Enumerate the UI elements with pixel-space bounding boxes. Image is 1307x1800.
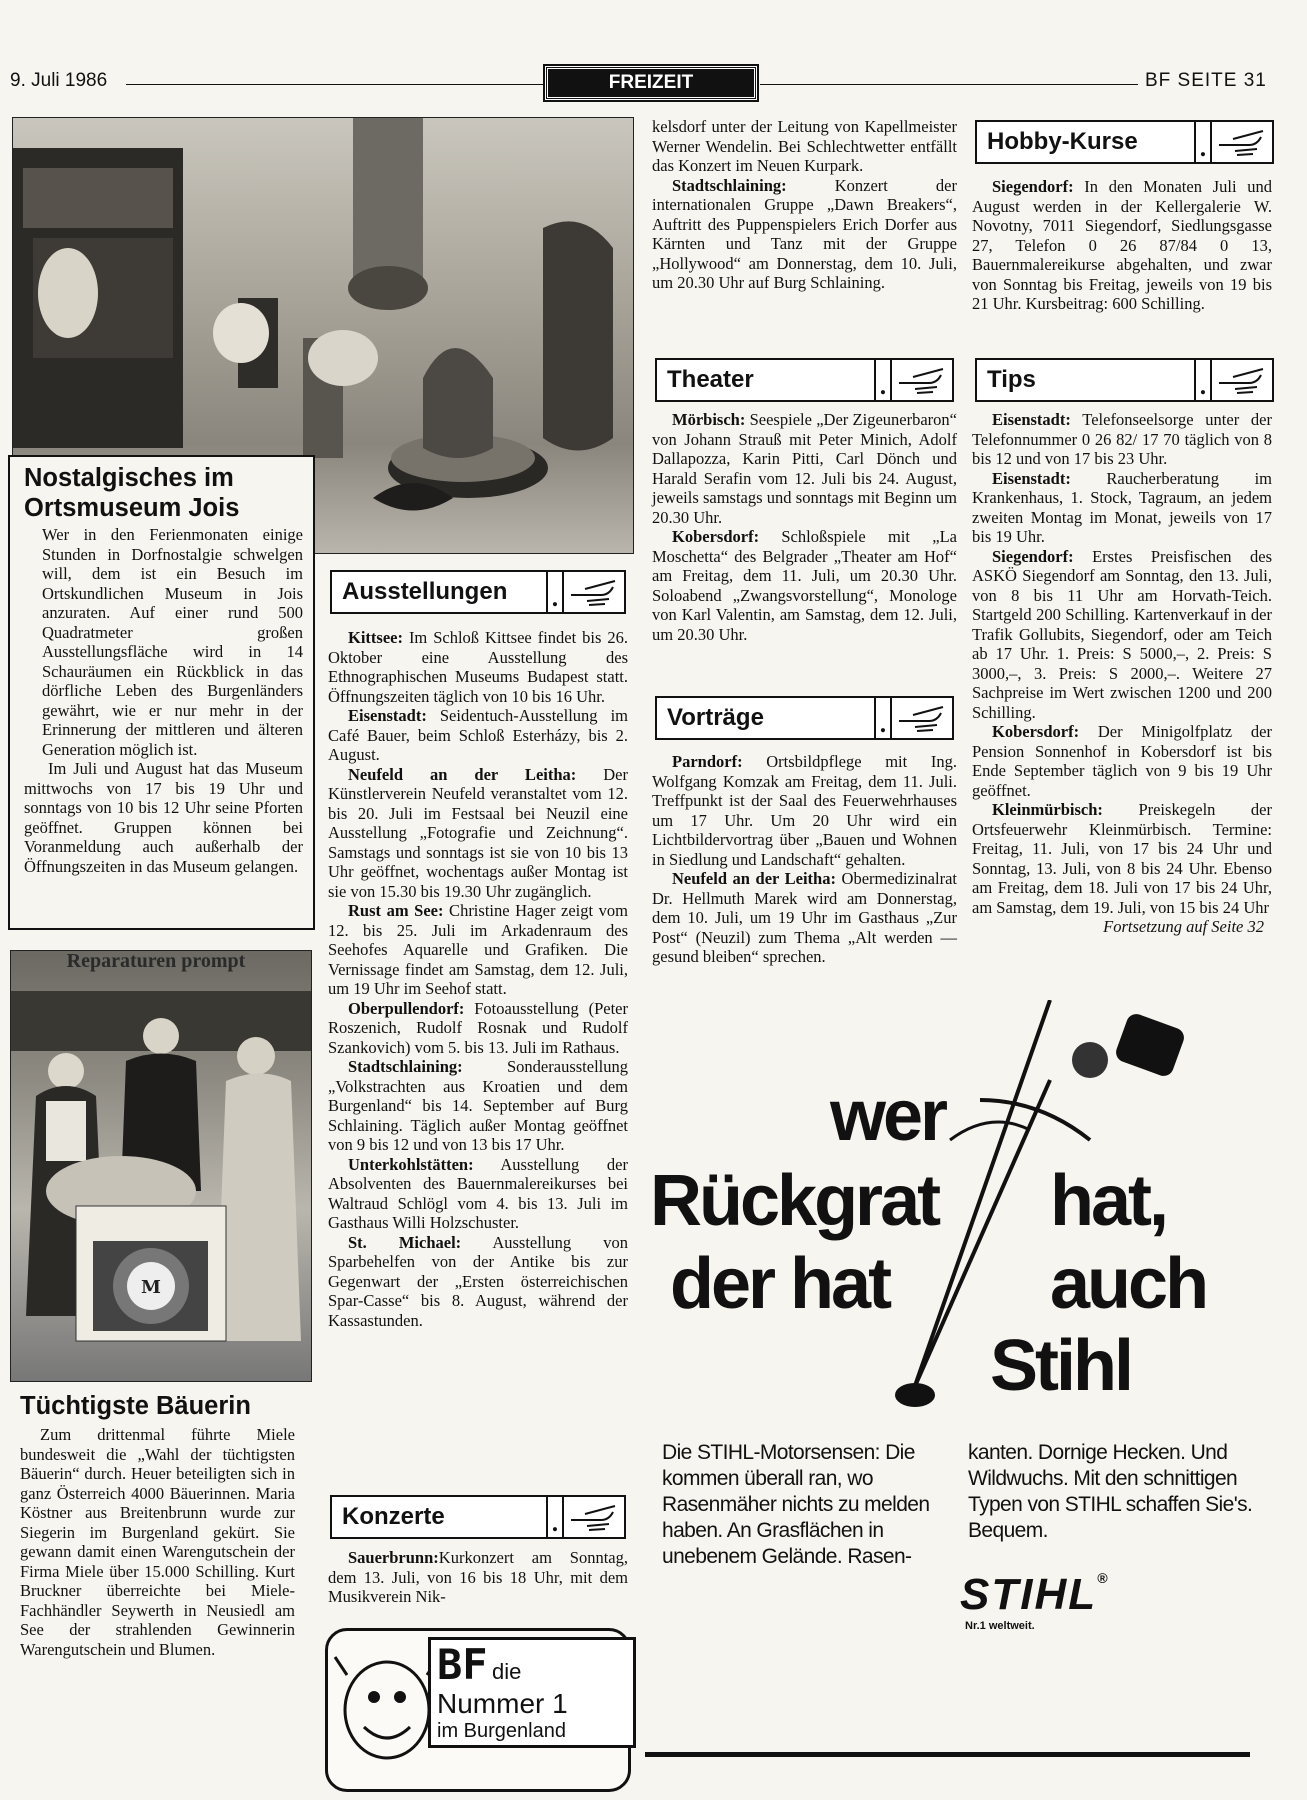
ausstellungen-header [330,570,626,614]
stihl-ad [650,1000,1270,1760]
section-title-text: FREIZEIT [608,72,694,93]
bf-badge [325,1628,631,1792]
vortraege-label: Vorträge [657,698,876,738]
theater-list [652,410,957,644]
header-dot: . [876,360,892,400]
pointing-hand-icon [1212,360,1272,400]
ad-bottom-rule [645,1752,1250,1757]
registered-mark: ® [1097,1570,1110,1586]
tip-item: Siegendorf: Erstes Preisfischen des ASKÖ Siegendorf am Sonntag, den 13. Juli, von 8 bis 11 Uhr am Horvath-Teich. Startgeld 200 Schilling. Kartenverkauf in der Trafik Gollubits, Siegendorf, oder am Teich ab 17 Uhr. 1. Preis: S 5000,–, 2. Preis: S 3000,–, 3. Preis: S 2000,–. Weitere 27 Sachpreise im Wert zwischen 1200 und 200 Schilling. [972,546,1272,722]
baeuerin-text: Zum drittenmal führte Miele bundesweit die „Wahl der tüchtigsten Bäuerin“ durch. Heuer beteiligten sich in ganz Österreich 4000 Bäuerinnen. Maria Köstner aus Breitenbrunn wurde zur Siegerin im Burgenland gekürt. Sie gewann damit einen Warengutschein der Firma Miele über 15.000 Schilling. Kurt Bruckner überreichte bei Miele-Fachhändler Seywerth in Neusiedl am See der strahlenden Gewinnerin Warengutschein und Blumen. [20,1425,295,1659]
vortrag-item: Parndorf: Ortsbildpflege mit Ing. Wolfgang Komzak am Freitag, dem 11. Juli. Treffpunkt ist der Saal des Feuerwehrhauses um 17 Uhr. Um 20 Uhr wird ein Lichtbildervortrag über „Bauen und Wohnen in Siedlung und Landschaft“ gehalten. [652,752,957,869]
konzerte-item-sauerbrunn-start: Sauerbrunn:Kurkonzert am Sonntag, dem 13. Juli, von 16 bis 18 Uhr, mit dem Musikverein Nik- [328,1548,628,1606]
nostalgie-title: Nostalgisches im Ortsmuseum Jois [24,464,240,522]
header-dot: . [548,1497,564,1537]
pointing-hand-icon [1212,122,1272,162]
hobby-list [972,177,1272,314]
header-dot: . [1196,360,1212,400]
ad-line-4: Stihl [990,1326,1131,1406]
baeuerin-title: Tüchtigste Bäuerin [20,1392,251,1420]
ad-line-2b: hat, [1050,1161,1167,1241]
ausstellung-item: Oberpullendorf: Fotoausstellung (Peter Roszenich, Rudolf Rosnak und Rudolf Szankovich) vom 5. bis 13. Juli im Rathaus. [328,998,628,1057]
ausstellung-item: Kittsee: Im Schloß Kittsee findet bis 26. Oktober eine Ausstellung des Ethnographischen Museums Budapest statt. Öffnungszeiten täglich von 10 bis 16 Uhr. [328,628,628,706]
tip-item: Kobersdorf: Der Minigolfplatz der Pension Sonnenhof in Kobersdorf ist bis Ende September täglich von 9 bis 19 Uhr geöffnet. [972,722,1272,800]
bf-line1: die [492,1659,522,1684]
bf-line3: im Burgenland [437,1720,566,1742]
vortrag-item: Neufeld an der Leitha: Obermedizinalrat Dr. Hellmuth Marek wird am Donnerstag, dem 10. Juli, um 19 Uhr im Gasthaus „Zur Post“ (Neuzil) zum Thema „Alt werden — gesund bleiben“ sprechen. [652,869,957,966]
cartoon-face-icon [332,1635,442,1785]
shop-sign: Reparaturen prompt [66,950,246,972]
header-dot: . [876,698,892,738]
tips-header [975,358,1274,402]
pointing-hand-icon [892,360,952,400]
bf-brand: BF [437,1640,488,1689]
konzerte-item-continued: kelsdorf unter der Leitung von Kapellmeister Werner Wendelin. Bei Schlechtwetter entfällt das Konzert im Neuen Kurpark. Stadtschlaining: Konzert der internationalen Gruppe „Dawn Breakers“, Auftritt des Puppenspielers Erich Dorfer aus Kärnten und Tanz mit der Gruppe „Hollywood“ am Donnerstag, dem 10. Juli, um 20.30 Uhr auf Burg Schlaining. [652,117,957,292]
pointing-hand-icon [892,698,952,738]
stihl-logo-text: STIHL [960,1570,1098,1619]
award-illustration [11,951,311,1381]
ausstellung-item: Unterkohlstätten: Ausstellung der Absolventen des Bauernmalereikurses bei Waltraud Schlögl vom 4. bis 13. Juli im Gasthaus Willi Holzschuster. [328,1154,628,1232]
konzerte-label: Konzerte [332,1497,548,1537]
ad-copy-right: kanten. Dornige Hecken. Und Wildwuchs. Mit den schnittigen Typen von STIHL schaffen Sie's. Bequem. [968,1441,1253,1542]
ad-line-3a: der hat [670,1244,890,1324]
hobby-header [975,120,1274,164]
pointing-hand-icon [564,1497,624,1537]
vortraege-header [655,696,954,740]
pointing-hand-icon [564,572,624,612]
konzerte-header [330,1495,626,1539]
header-dot: . [548,572,564,612]
ad-line-1: wer [830,1076,946,1156]
tip-item: Eisenstadt: Raucherberatung im Krankenhaus, 1. Stock, Tagraum, an jedem zweiten Montag im Monat, jeweils von 17 bis 19 Uhr. [972,468,1272,546]
nostalgie-article [8,455,315,930]
ausstellung-item: Eisenstadt: Seidentuch-Ausstellung im Café Bauer, beim Schloß Esterházy, bis 2. August. [328,706,628,764]
vortraege-list [652,752,957,967]
nostalgie-para-1: Wer in den Ferienmonaten einige Stunden in Dorfnostalgie schwelgen will, dem ist ein Besuch im Ortskundlichen Museum in Jois anzuraten. Auf einer rund 500 Quadratmeter großen Ausstellungsfläche wird in 14 Schauräumen ein Rückblick in das dörfliche Leben des Burgenländers gewährt, wie er nur mehr in der Erinnerung der mittleren und älteren Generation möglich ist. [42,525,303,759]
award-ceremony-photo [10,950,312,1382]
ad-copy-left: Die STIHL-Motorsensen: Die kommen überall ran, wo Rasenmäher nichts zu melden haben. An Grasflächen in unebenem Gelände. Rasen- [662,1441,930,1568]
bf-line2: Nummer 1 [437,1688,568,1719]
header-dot: . [1196,122,1212,162]
ad-line-2a: Rückgrat [650,1161,939,1241]
ausstellung-item: Rust am See: Christine Hager zeigt vom 12. bis 25. Juli im Arkadenraum des Seehofes Aquarelle und Grafiken. Die Vernissage findet am Samstag, dem 12. Juli, um 19 Uhr im Seehof statt. [328,901,628,998]
section-title [545,66,757,100]
tips-label: Tips [977,360,1196,400]
tips-list [972,410,1272,937]
hobby-item: Siegendorf: In den Monaten Juli und August werden in der Kellergalerie W. Novotny, 7011 Siegendorf, Siedlungsgasse 27, Telefon 0 26 87/84 0 13, Bauernmalereikurse abgehalten, und zwar von Sonntag bis Freitag, jeweils von 19 bis 21 Uhr. Kursbeitrag: 600 Schilling. [972,177,1272,313]
hobby-label: Hobby-Kurse [977,122,1196,162]
theater-label: Theater [657,360,876,400]
tip-item: Kleinmürbisch: Preiskegeln der Ortsfeuerwehr Kleinmürbisch. Termine: Freitag, 11. Juli, von 17 bis 24 Uhr und Sonntag, 13. Juli, von 8 bis 24 Uhr. Ebenso am Freitag, dem 18. Juli von 17 bis 24 Uhr, am Samstag, dem 19. Juli, von 15 bis 24 Uhr [972,800,1272,917]
ausstellung-item: Stadtschlaining: Sonderausstellung „Volkstrachten aus Kroatien und dem Burgenland“ bis 14. September auf Burg Schlaining. Täglich außer Montag geöffnet von 9 bis 12 und von 13 bis 17 Uhr. [328,1057,628,1154]
ausstellung-item: Neufeld an der Leitha: Der Künstlerverein Neufeld veranstaltet vom 12. bis 20. Juli im Festsaal bei Neuzil eine Ausstellung „Fotografie und Zeichnung“. Samstags und sonntags ist sie von 10 bis 13 Uhr geöffnet, wochentags außer Montag ist sie von 15.30 bis 19.30 Uhr zugänglich. [328,764,628,901]
svg-text:M: M [141,1277,161,1298]
continued-note: Fortsetzung auf Seite 32 [1103,917,1264,936]
header-rule-left [126,84,544,85]
ausstellungen-label: Ausstellungen [332,572,548,612]
nostalgie-para-2: Im Juli und August hat das Museum mittwochs von 17 bis 19 Uhr und sonntags von 10 bis 12 Uhr seine Pforten geöffnet. Gruppen können bei Voranmeldung auch außerhalb der Öffnungszeiten in das Museum gelangen. [24,759,303,876]
ausstellungen-list [328,628,628,1330]
stihl-tagline: Nr.1 weltweit. [965,1620,1035,1632]
theater-item: Mörbisch: Seespiele „Der Zigeunerbaron“ von Johann Strauß mit Peter Minich, Adolf Dallapozza, Karin Pitti, Carl Dönch und Harald Serafin vom 12. Juli bis 24. August, jeweils samstags und sonntags mit Beginn um 20.30 Uhr. [652,410,957,527]
issue-date: 9. Juli 1986 [10,70,108,91]
tip-item: Eisenstadt: Telefonseelsorge unter der Telefonnummer 0 26 82/ 17 70 täglich von 8 bis 12 und von 17 bis 23 Uhr. [972,410,1272,468]
konzerte-item-text: Kurkonzert am Sonntag, dem 13. Juli, von 16 bis 18 Uhr, mit dem Musikverein Nik- [328,1548,628,1606]
ad-line-3b: auch [1050,1244,1207,1324]
header-rule-right [760,84,1138,85]
page-number: BF SEITE 31 [1145,70,1267,91]
theater-item: Kobersdorf: Schloßspiele mit „La Moschetta“ des Belgrader „Theater am Hof“ am Freitag, dem 11. Juli, um 20.30 Uhr. Soloabend „Zwangsvorstellung“, Monologe von Karl Valentin, am Samstag, dem 12. Juli, um 20.30 Uhr. [652,527,957,644]
stihl-logo [960,1570,1109,1620]
theater-header [655,358,954,402]
ausstellung-item: St. Michael: Ausstellung von Sparbehelfen von der Antike bis zur Gegenwart der „Ersten österreichischen Spar-Casse“ bis 8. August, während der Kassastunden. [328,1232,628,1330]
